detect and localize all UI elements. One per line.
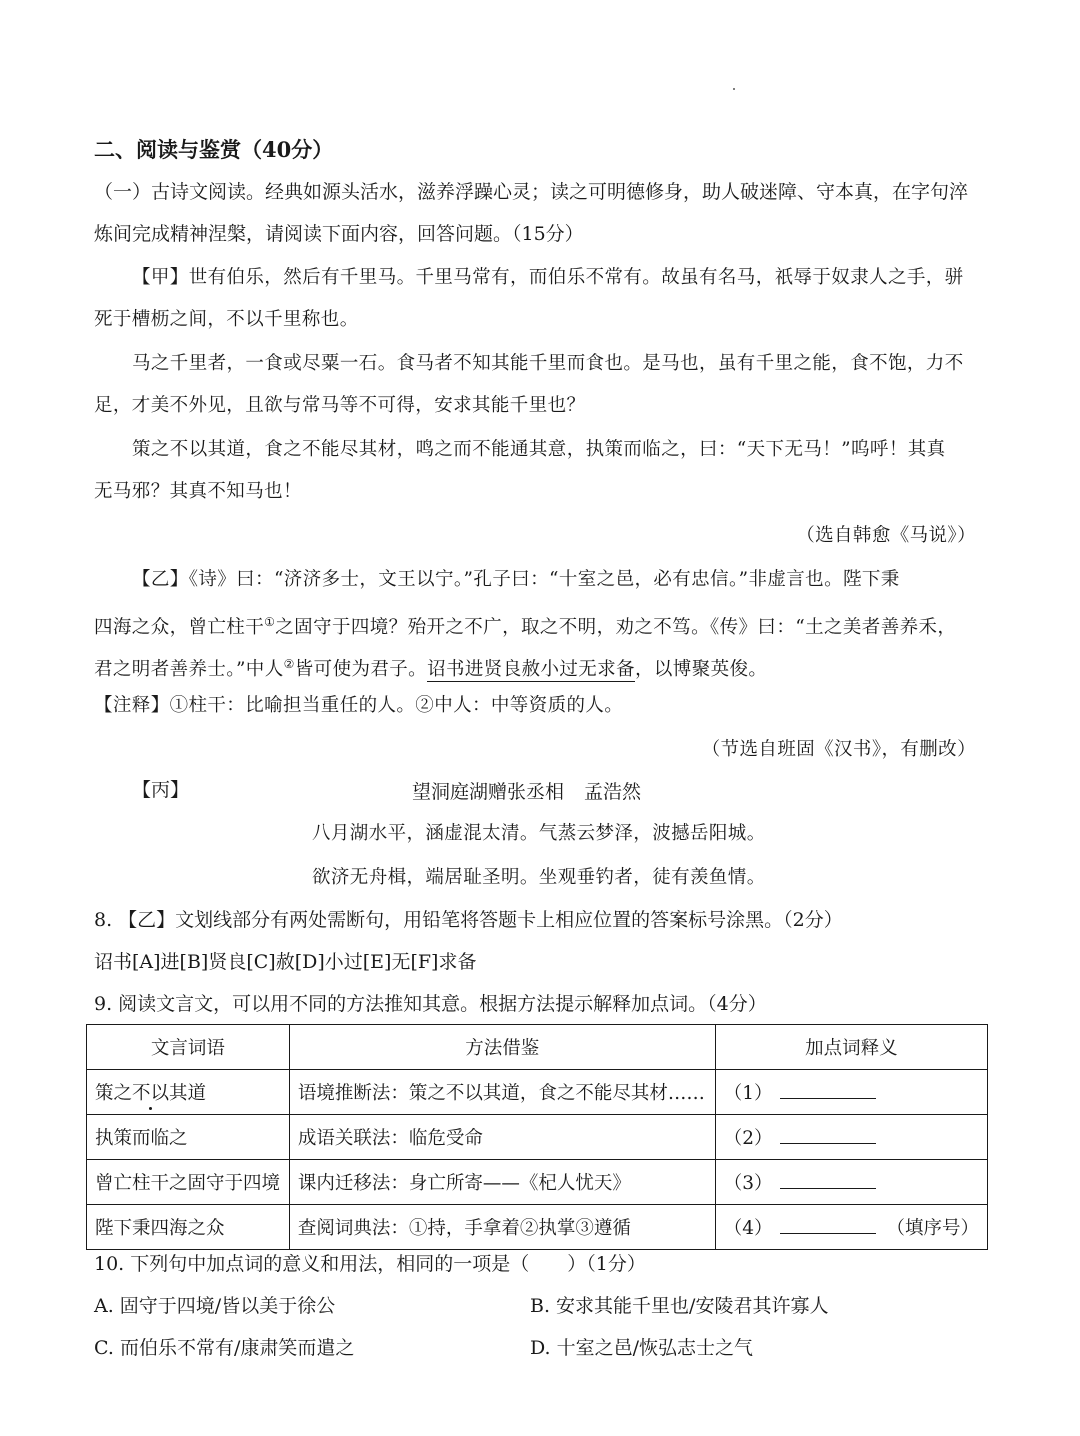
yi-line-2: 四海之众，曾亡柱干①之固守于四境？殆开之不广，取之不明，劝之不笃。《传》曰：“土之美者善养禾， xyxy=(94,615,957,639)
word-cell: 陛下秉四海之众 xyxy=(87,1205,290,1250)
method-cell: 查阅词典法：①持，手拿着②执掌③遵循 xyxy=(289,1205,715,1250)
table-row xyxy=(87,1070,988,1115)
option-d: D. 十室之邑/恢弘志士之气 xyxy=(530,1337,754,1359)
question-10: 10. 下列句中加点词的意义和用法，相同的一项是（ ）（1分） xyxy=(94,1253,646,1275)
header-cell: 文言词语 xyxy=(87,1025,290,1070)
q8-sentence: 诏书[A]进[B]贤良[C]赦[D]小过[E]无[F]求备 xyxy=(94,951,477,973)
answer-blank xyxy=(780,1215,876,1234)
yi-source: （节选自班固《汉书》，有删改） xyxy=(701,739,976,760)
answer-cell: （3） xyxy=(715,1160,987,1205)
jia-p2-line-1: 马之千里者，一食或尽粟一石。食马者不知其能千里而食也。是马也，虽有千里之能，食不饱，力不 xyxy=(132,353,964,374)
jia-p1-line-2: 死于槽枥之间，不以千里称也。 xyxy=(94,309,359,330)
question-9: 9. 阅读文言文，可以用不同的方法推知其意。根据方法提示解释加点词。（4分） xyxy=(94,993,767,1015)
answer-cell: （2） xyxy=(715,1115,987,1160)
method-cell: 语境推断法：策之不以其道，食之不能尽其材…… xyxy=(289,1070,715,1115)
note-marker-1: ① xyxy=(264,615,276,629)
q9-table xyxy=(86,1024,988,1250)
answer-cell: （1） xyxy=(715,1070,987,1115)
jia-p3-line-2: 无马邪？其真不知马也！ xyxy=(94,481,302,502)
method-cell: 课内迁移法：身亡所寄——《杞人忧天》 xyxy=(289,1160,715,1205)
underlined-sentence: 诏书进贤良赦小过无求备 xyxy=(427,659,635,681)
word-cell: 曾亡柱干之固守于四境 xyxy=(87,1160,290,1205)
scan-speck xyxy=(733,88,735,90)
intro-line-2: 炼间完成精神涅槃，请阅读下面内容，回答问题。（15分） xyxy=(94,223,584,245)
poem-line-2: 欲济无舟楫，端居耻圣明。坐观垂钓者，徒有羡鱼情。 xyxy=(312,867,766,888)
option-b: B. 安求其能千里也/安陵君其许寡人 xyxy=(530,1295,829,1317)
yi-line-3: 君之明者善养士。”中人②皆可使为君子。诏书进贤良赦小过无求备，以博聚英俊。 xyxy=(94,657,768,681)
table-row xyxy=(87,1115,988,1160)
jia-p3-line-1: 策之不以其道，食之不能尽其材，鸣之而不能通其意，执策而临之，曰：“天下无马！”呜呼！其真 xyxy=(132,439,946,460)
header-cell: 方法借鉴 xyxy=(289,1025,715,1070)
option-c: C. 而伯乐不常有/康肃笑而遣之 xyxy=(94,1337,355,1359)
answer-blank xyxy=(780,1080,876,1099)
question-8: 8. 【乙】文划线部分有两处需断句，用铅笔将答题卡上相应位置的答案标号涂黑。（2分） xyxy=(94,909,843,931)
jia-p1-line-1: 【甲】世有伯乐，然后有千里马。千里马常有，而伯乐不常有。故虽有名马，祇辱于奴隶人之手，骈 xyxy=(132,267,964,288)
word-cell: 执策而临之 xyxy=(87,1115,290,1160)
option-a: A. 固守于四境/皆以美于徐公 xyxy=(94,1295,336,1317)
jia-p2-line-2: 足，才美不外见，且欲与常马等不可得，安求其能千里也？ xyxy=(94,395,586,416)
table-row xyxy=(87,1160,988,1205)
word-cell: 策之不以其道 xyxy=(87,1070,290,1115)
yi-line-1: 【乙】《诗》曰：“济济多士，文王以宁。”孔子曰：“十室之邑，必有忠信。”非虚言也。陛下秉 xyxy=(132,569,900,590)
answer-blank xyxy=(780,1170,876,1189)
header-cell: 加点词释义 xyxy=(715,1025,987,1070)
poem-line-1: 八月湖水平，涵虚混太清。气蒸云梦泽，波撼岳阳城。 xyxy=(312,823,766,844)
poem-title: 望洞庭湖赠张丞相 xyxy=(412,781,565,803)
table-header-row xyxy=(87,1025,988,1070)
table-row xyxy=(87,1205,988,1250)
method-cell: 成语关联法：临危受命 xyxy=(289,1115,715,1160)
note-marker-2: ② xyxy=(283,657,295,671)
bing-label: 【丙】 xyxy=(132,779,190,801)
jia-source: （选自韩愈《马说》） xyxy=(796,525,976,546)
answer-blank xyxy=(780,1125,876,1144)
poem-author: 孟浩然 xyxy=(584,781,642,803)
intro-line-1: （一）古诗文阅读。经典如源头活水，滋养浮躁心灵；读之可明德修身，助人破迷障、守本真，在字句淬 xyxy=(94,181,969,203)
section-title: 二、阅读与鉴赏（40分） xyxy=(94,137,334,162)
answer-cell: （4） （填序号） xyxy=(715,1205,987,1250)
yi-notes: 【注释】①柱干：比喻担当重任的人。②中人：中等资质的人。 xyxy=(94,695,624,716)
